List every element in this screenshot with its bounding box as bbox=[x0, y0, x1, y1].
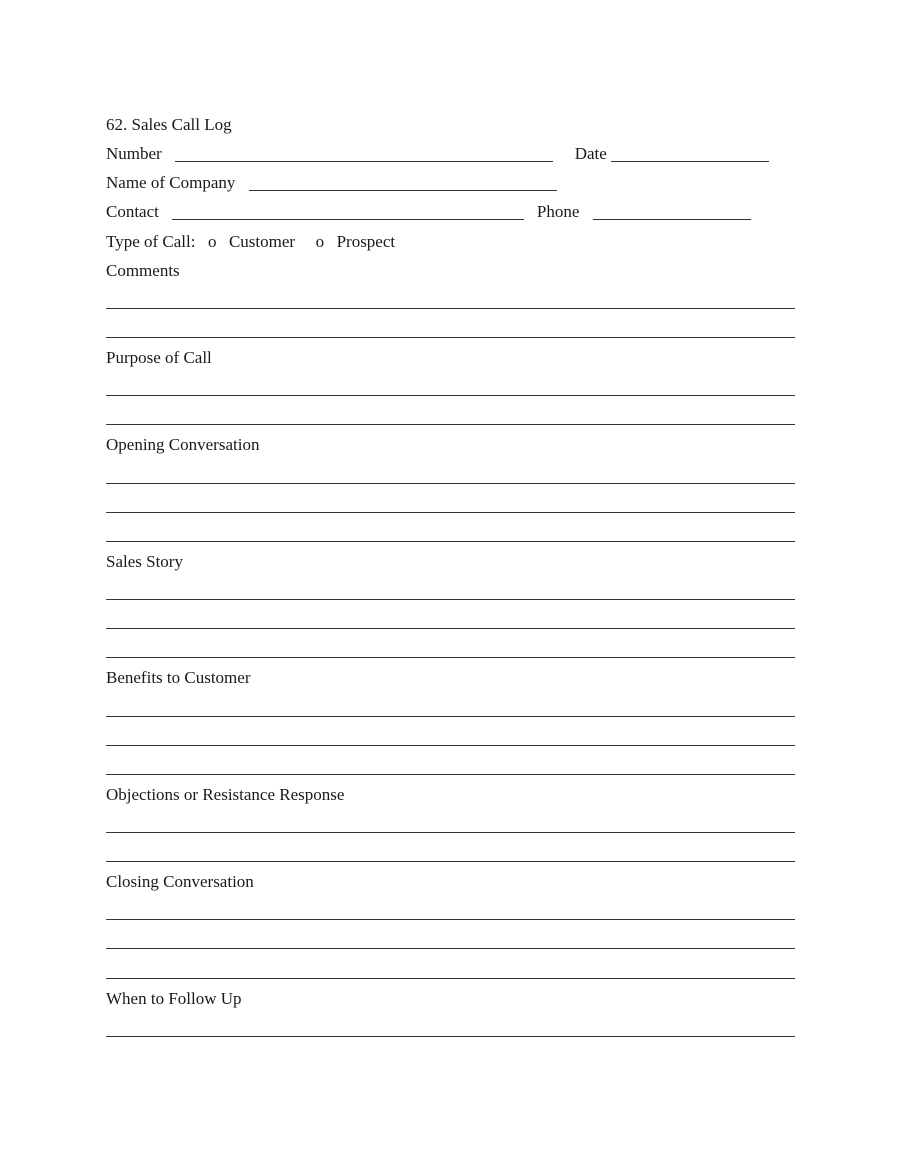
closing-line-3[interactable] bbox=[106, 978, 795, 979]
call-type-label: Type of Call: bbox=[106, 232, 196, 251]
contact-phone-row bbox=[106, 200, 751, 224]
sales-story-line-3[interactable] bbox=[106, 657, 795, 658]
company-row bbox=[106, 171, 557, 195]
section-label-purpose-of-call: Purpose of Call bbox=[106, 348, 212, 367]
prospect-checkbox[interactable]: o bbox=[315, 232, 325, 251]
contact-field[interactable] bbox=[172, 201, 524, 220]
section-label-opening-conversation: Opening Conversation bbox=[106, 435, 260, 454]
comments-line-2[interactable] bbox=[106, 337, 795, 338]
number-label: Number bbox=[106, 144, 162, 163]
company-field[interactable] bbox=[249, 172, 557, 191]
form-title bbox=[106, 113, 232, 137]
company-label: Name of Company bbox=[106, 173, 236, 192]
contact-label: Contact bbox=[106, 202, 159, 221]
purpose-line-2[interactable] bbox=[106, 424, 795, 425]
benefits-line-2[interactable] bbox=[106, 745, 795, 746]
section-label-sales-story: Sales Story bbox=[106, 552, 183, 571]
call-type-row bbox=[106, 230, 395, 254]
customer-checkbox[interactable]: o bbox=[207, 232, 217, 251]
objections-line-2[interactable] bbox=[106, 861, 795, 862]
opening-line-2[interactable] bbox=[106, 512, 795, 513]
sales-story-line-2[interactable] bbox=[106, 628, 795, 629]
opening-line-1[interactable] bbox=[106, 483, 795, 484]
section-label-when-to-follow-up: When to Follow Up bbox=[106, 989, 242, 1008]
number-date-row bbox=[106, 142, 769, 166]
benefits-line-3[interactable] bbox=[106, 774, 795, 775]
section-label-closing-conversation: Closing Conversation bbox=[106, 872, 254, 891]
section-label-objections: Objections or Resistance Response bbox=[106, 785, 345, 804]
title-text: 62. Sales Call Log bbox=[106, 115, 232, 134]
objections-line-1[interactable] bbox=[106, 832, 795, 833]
closing-line-1[interactable] bbox=[106, 919, 795, 920]
follow-up-line-1[interactable] bbox=[106, 1036, 795, 1037]
prospect-label: Prospect bbox=[336, 232, 396, 251]
number-field[interactable] bbox=[175, 143, 553, 162]
comments-line-1[interactable] bbox=[106, 308, 795, 309]
opening-line-3[interactable] bbox=[106, 541, 795, 542]
customer-label: Customer bbox=[228, 232, 296, 251]
section-label-benefits-to-customer: Benefits to Customer bbox=[106, 668, 251, 687]
date-field[interactable] bbox=[611, 143, 769, 162]
closing-line-2[interactable] bbox=[106, 948, 795, 949]
date-label: Date bbox=[574, 144, 607, 163]
benefits-line-1[interactable] bbox=[106, 716, 795, 717]
sales-story-line-1[interactable] bbox=[106, 599, 795, 600]
purpose-line-1[interactable] bbox=[106, 395, 795, 396]
section-label-comments: Comments bbox=[106, 261, 180, 280]
phone-field[interactable] bbox=[593, 201, 751, 220]
phone-label: Phone bbox=[536, 202, 580, 221]
